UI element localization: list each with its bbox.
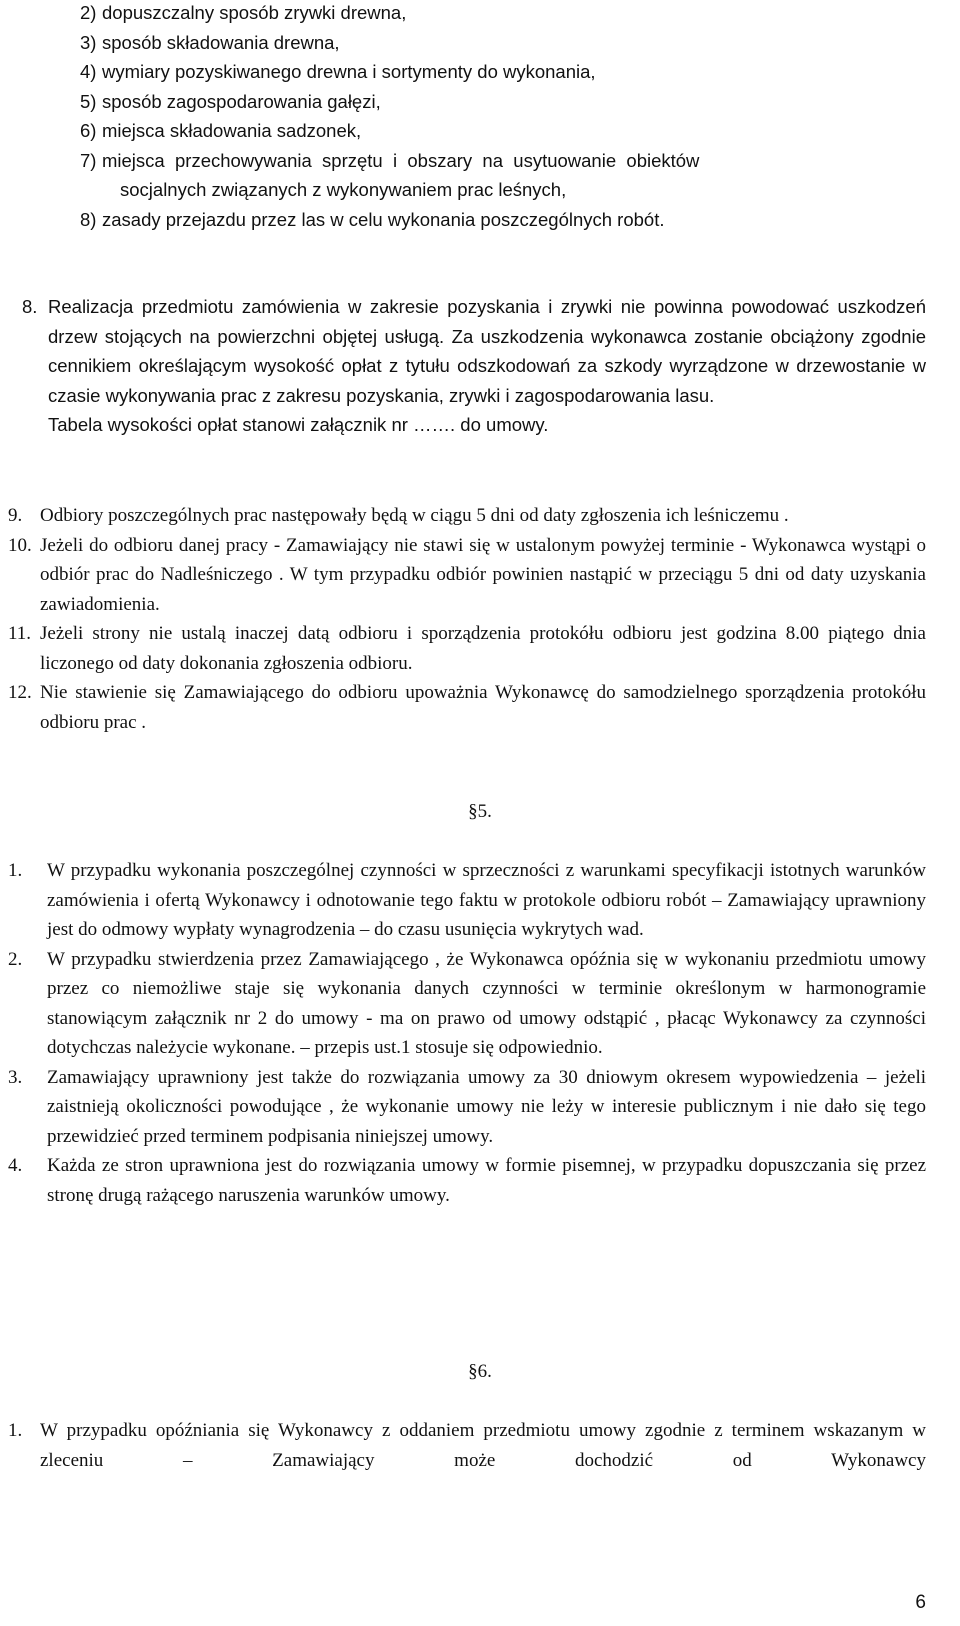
page-number: 6 — [915, 1592, 926, 1613]
list-item — [22, 292, 926, 440]
list-item-number: 2. — [8, 948, 23, 970]
list-item — [80, 28, 930, 58]
list-item-text: Odbiory poszczególnych prac następowały będą w ciągu 5 dni od daty zgłoszenia ich leśniczemu . — [40, 505, 789, 526]
list-item-number: 7) — [80, 149, 97, 171]
list-item-number: 2) — [80, 2, 97, 23]
list-item-number: 6) — [80, 120, 97, 141]
list-item-number: 12. — [8, 682, 32, 703]
list-item-text: Zamawiający uprawniony jest także do rozwiązania umowy za 30 dniowym okresem wypowiedzenia – jeżeli zaistnieją okoliczności powodujące , że wykonanie umowy nie leży w interesie publicznym i nie dało się tego przewidzieć przed terminem podpisania niniejszej umowy. — [47, 1066, 926, 1147]
list-item — [80, 146, 930, 176]
section-6-list — [8, 1416, 926, 1475]
list-item-text: zasady przejazdu przez las w celu wykonania poszczególnych robót. — [102, 208, 665, 230]
list-item — [8, 945, 926, 1063]
list-item-text: W przypadku wykonania poszczególnej czynności w sprzeczności z warunkami specyfikacji istotnych warunków zamówienia i ofertą Wykonawcy i odnotowanie tego faktu w protokole odbioru robót – Zamawiający uprawniony jest do odmowy wypłaty wynagrodzenia – do czasu usunięcia wykrytych wad. — [47, 860, 926, 940]
list-item-text: miejsca przechowywania sprzętu i obszary na usytuowanie obiektów — [102, 149, 700, 171]
list-item — [8, 856, 926, 945]
list-item — [8, 1151, 926, 1210]
list-item-number: 10. — [8, 534, 32, 556]
list-item-number: 4. — [8, 1155, 23, 1176]
list-top — [80, 0, 930, 234]
list-item-text: sposób składowania drewna, — [102, 31, 340, 53]
list-item — [8, 619, 926, 678]
list-item-text: miejsca składowania sadzonek, — [102, 120, 362, 141]
list-item-text: Jeżeli do odbioru danej pracy - Zamawiający nie stawi się w ustalonym powyżej terminie - Wykonawca wystąpi o odbiór prac do Nadleśniczego . W tym przypadku odbiór powinien nastąpić w przeciągu 5 dni od daty uzyskania zawiadomienia. — [40, 534, 926, 615]
list-item-number: 8. — [22, 296, 38, 317]
list-item — [80, 116, 930, 146]
list-item-number: 3) — [80, 31, 97, 53]
list-item — [80, 205, 930, 235]
list-item-number: 3. — [8, 1066, 23, 1088]
list-item-text: Realizacja przedmiotu zamówienia w zakresie pozyskania i zrywki nie powinna powodować uszkodzeń drzew stojących na powierzchni objętej usługą. Za uszkodzenia wykonawca zostanie obciążony zgodnie cennikiem określającym wysokość opłat z tytułu odszkodowań za szkody wyrządzone w drzewostanie w czasie wykonywania prac z zakresu pozyskania, zrywki i zagospodarowania lasu. — [48, 296, 926, 406]
list-item — [80, 0, 930, 28]
list-item-text: Jeżeli strony nie ustalą inaczej datą odbioru i sporządzenia protokółu odbioru jest godzina 8.00 piątego dnia liczonego od daty dokonania zgłoszenia odbioru. — [40, 623, 926, 674]
list-item-number: 4) — [80, 61, 97, 82]
list-item-text: W przypadku opóźniania się Wykonawcy z oddaniem przedmiotu umowy zgodnie z terminem wskazanym w zleceniu – Zamawiający może dochodzić od Wykonawcy — [40, 1420, 926, 1471]
list-item-number: 1. — [8, 1420, 23, 1441]
list-item-number: 11. — [8, 623, 32, 644]
section-5-list — [8, 856, 926, 1210]
list-item-text-last: Tabela wysokości opłat stanowi załącznik nr ……. do umowy. — [48, 414, 549, 435]
list-item — [8, 1063, 926, 1152]
list-item-number: 8) — [80, 208, 97, 230]
list-item-continuation: socjalnych związanych z wykonywaniem prac leśnych, — [120, 179, 567, 200]
list-item — [80, 87, 930, 117]
list-item-text: Nie stawienie się Zamawiającego do odbioru upoważnia Wykonawcę do samodzielnego sporządzenia protokółu odbioru prac . — [40, 682, 926, 733]
list-item — [8, 678, 926, 737]
list-item-text: W przypadku stwierdzenia przez Zamawiającego , że Wykonawca opóźnia się w wykonaniu przedmiotu umowy przez co niemożliwe staje się wykonania danych czynności w terminie określonym w harmonogramie stanowiącym załącznik nr 2 do umowy - ma on prawo od umowy odstąpić , płacąc Wykonawcy za czynności dotychczas należycie wykonane. – przepis ust.1 stosuje się odpowiednio. — [47, 948, 926, 1058]
list-item-text: Każda ze stron uprawniona jest do rozwiązania umowy w formie pisemnej, w przypadku dopuszczania się przez stronę drugą rażącego naruszenia warunków umowy. — [47, 1155, 926, 1206]
list-item-number: 9. — [8, 505, 23, 526]
list-item-text: wymiary pozyskiwanego drewna i sortymenty do wykonania, — [102, 61, 596, 82]
list-item — [8, 1416, 926, 1475]
points-main — [8, 501, 926, 737]
list-item-number: 1. — [8, 860, 23, 881]
list-item-number: 5) — [80, 90, 97, 112]
point-8 — [22, 292, 926, 440]
section-heading: §6. — [468, 1361, 492, 1382]
list-item — [80, 57, 930, 87]
list-item — [8, 501, 926, 531]
list-item-text: sposób zagospodarowania gałęzi, — [102, 90, 381, 112]
list-item — [8, 531, 926, 620]
section-heading: §5. — [468, 801, 492, 822]
list-item-text: dopuszczalny sposób zrywki drewna, — [102, 2, 407, 23]
